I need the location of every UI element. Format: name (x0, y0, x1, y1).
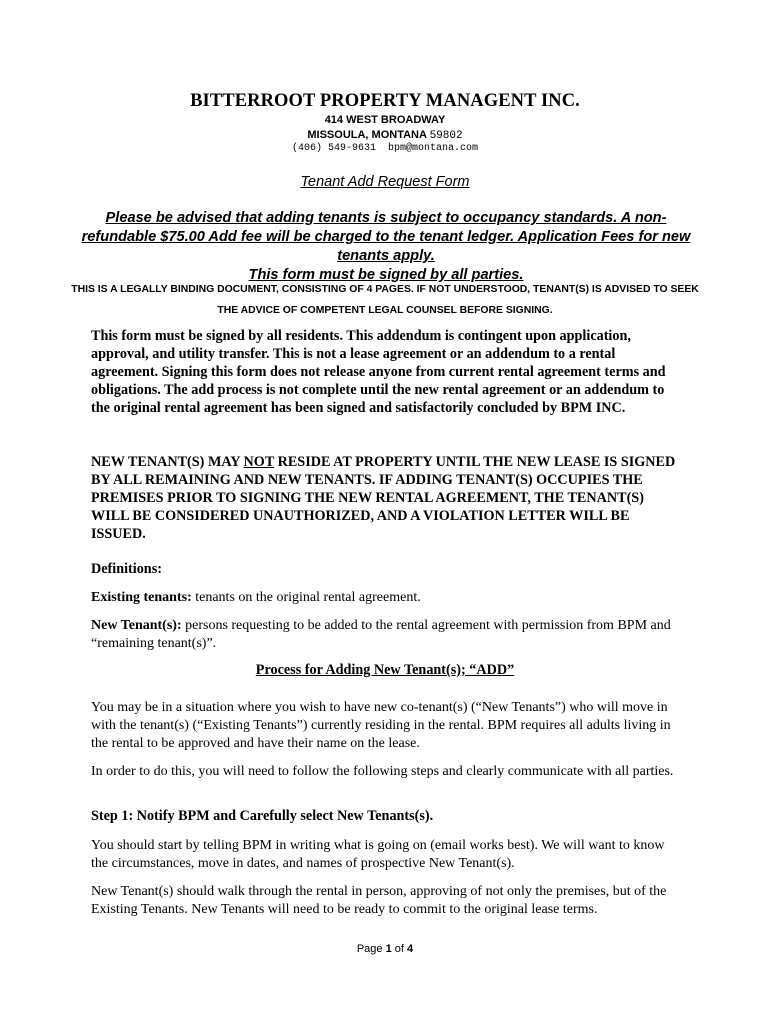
contact-line: (406) 549-9631 bpm@montana.com (291, 143, 479, 154)
company-name: BITTERROOT PROPERTY MANAGENT INC. (190, 91, 580, 111)
page-footer (0, 943, 770, 955)
page-label: Page (356, 943, 383, 955)
warning-part1: NEW TENANT(S) MAY (91, 454, 244, 470)
address-street: 414 WEST BROADWAY (324, 114, 446, 126)
step1-paragraph-1: You should start by telling BPM in writing what is going on (email works best). We will want to know the circumstances, move in dates, and names of prospective New Tenant(s). (91, 838, 665, 871)
step1-paragraph-2: New Tenant(s) should walk through the rental in person, approving of not only the premises, but of the Existing Tenants. New Tenants will need to be ready to commit to the original lease terms. (91, 884, 667, 917)
address-zip: 59802 (429, 130, 463, 142)
definition-existing-term: Existing tenants: (91, 590, 192, 605)
of-label: of (394, 943, 404, 955)
fee-notice (80, 209, 692, 285)
definition-new-text: persons requesting to be added to the rental agreement with permission from BPM and “remaining tenant(s)”. (91, 618, 671, 651)
address-city-line (0, 129, 770, 142)
move-in-warning (91, 453, 681, 543)
process-paragraph-2: In order to do this, you will need to follow the following steps and clearly communicate with all parties. (91, 764, 674, 779)
intro-paragraph: This form must be signed by all residents. This addendum is contingent upon application, approval, and utility transfer. This is not a lease agreement or an addendum to a rental agreement. Signing this form does not release anyone from current rental agreement terms and obligations. The add process is not complete until the new rental agreement or an addendum to the original rental agreement has been signed and satisfactorily concluded by BPM INC. (91, 328, 666, 416)
definition-new-term: New Tenant(s): (91, 618, 182, 633)
page-current: 1 (385, 943, 392, 955)
address-city: MISSOULA, MONTANA (307, 129, 427, 141)
fee-notice-text: Please be advised that adding tenants is subject to occupancy standards. A non-refundable $75.00 Add fee will be charged to the tenant ledger. Application Fees for new tenants apply. (81, 210, 691, 264)
legal-notice: THIS IS A LEGALLY BINDING DOCUMENT, CONSISTING OF 4 PAGES. IF NOT UNDERSTOOD, TENANT(S) IS ADVISED TO SEEK THE ADVICE OF COMPETENT LEGAL COUNSEL BEFORE SIGNING. (71, 284, 699, 316)
process-title: Process for Adding New Tenant(s); “ADD” (255, 662, 515, 678)
sign-all-notice: This form must be signed by all parties. (248, 267, 524, 283)
definition-existing (91, 589, 681, 607)
process-paragraph-1: You may be in a situation where you wish to have new co-tenant(s) (“New Tenants”) who will move in with the tenant(s) (“Existing Tenants”) currently residing in the rental. BPM requires all adults living in the rental to be approved and have their name on the lease. (91, 700, 671, 751)
definition-existing-text: tenants on the original rental agreement. (191, 590, 421, 605)
definition-new (91, 617, 681, 653)
step1-heading: Step 1: Notify BPM and Carefully select New Tenants(s). (91, 808, 434, 824)
warning-not: NOT (243, 454, 275, 470)
definitions-heading: Definitions: (91, 561, 162, 577)
warning-part2: RESIDE AT PROPERTY UNTIL THE NEW LEASE IS SIGNED BY ALL REMAINING AND NEW TENANTS. IF ADDING TENANT(S) OCCUPIES THE PREMISES PRIOR TO SIGNING THE NEW RENTAL AGREEMENT, THE TENANT(S) WILL BE CONSIDERED UNAUTHORIZED, AND A VIOLATION LETTER WILL BE ISSUED. (91, 454, 676, 542)
page-total: 4 (407, 943, 414, 955)
form-title: Tenant Add Request Form (300, 174, 470, 190)
